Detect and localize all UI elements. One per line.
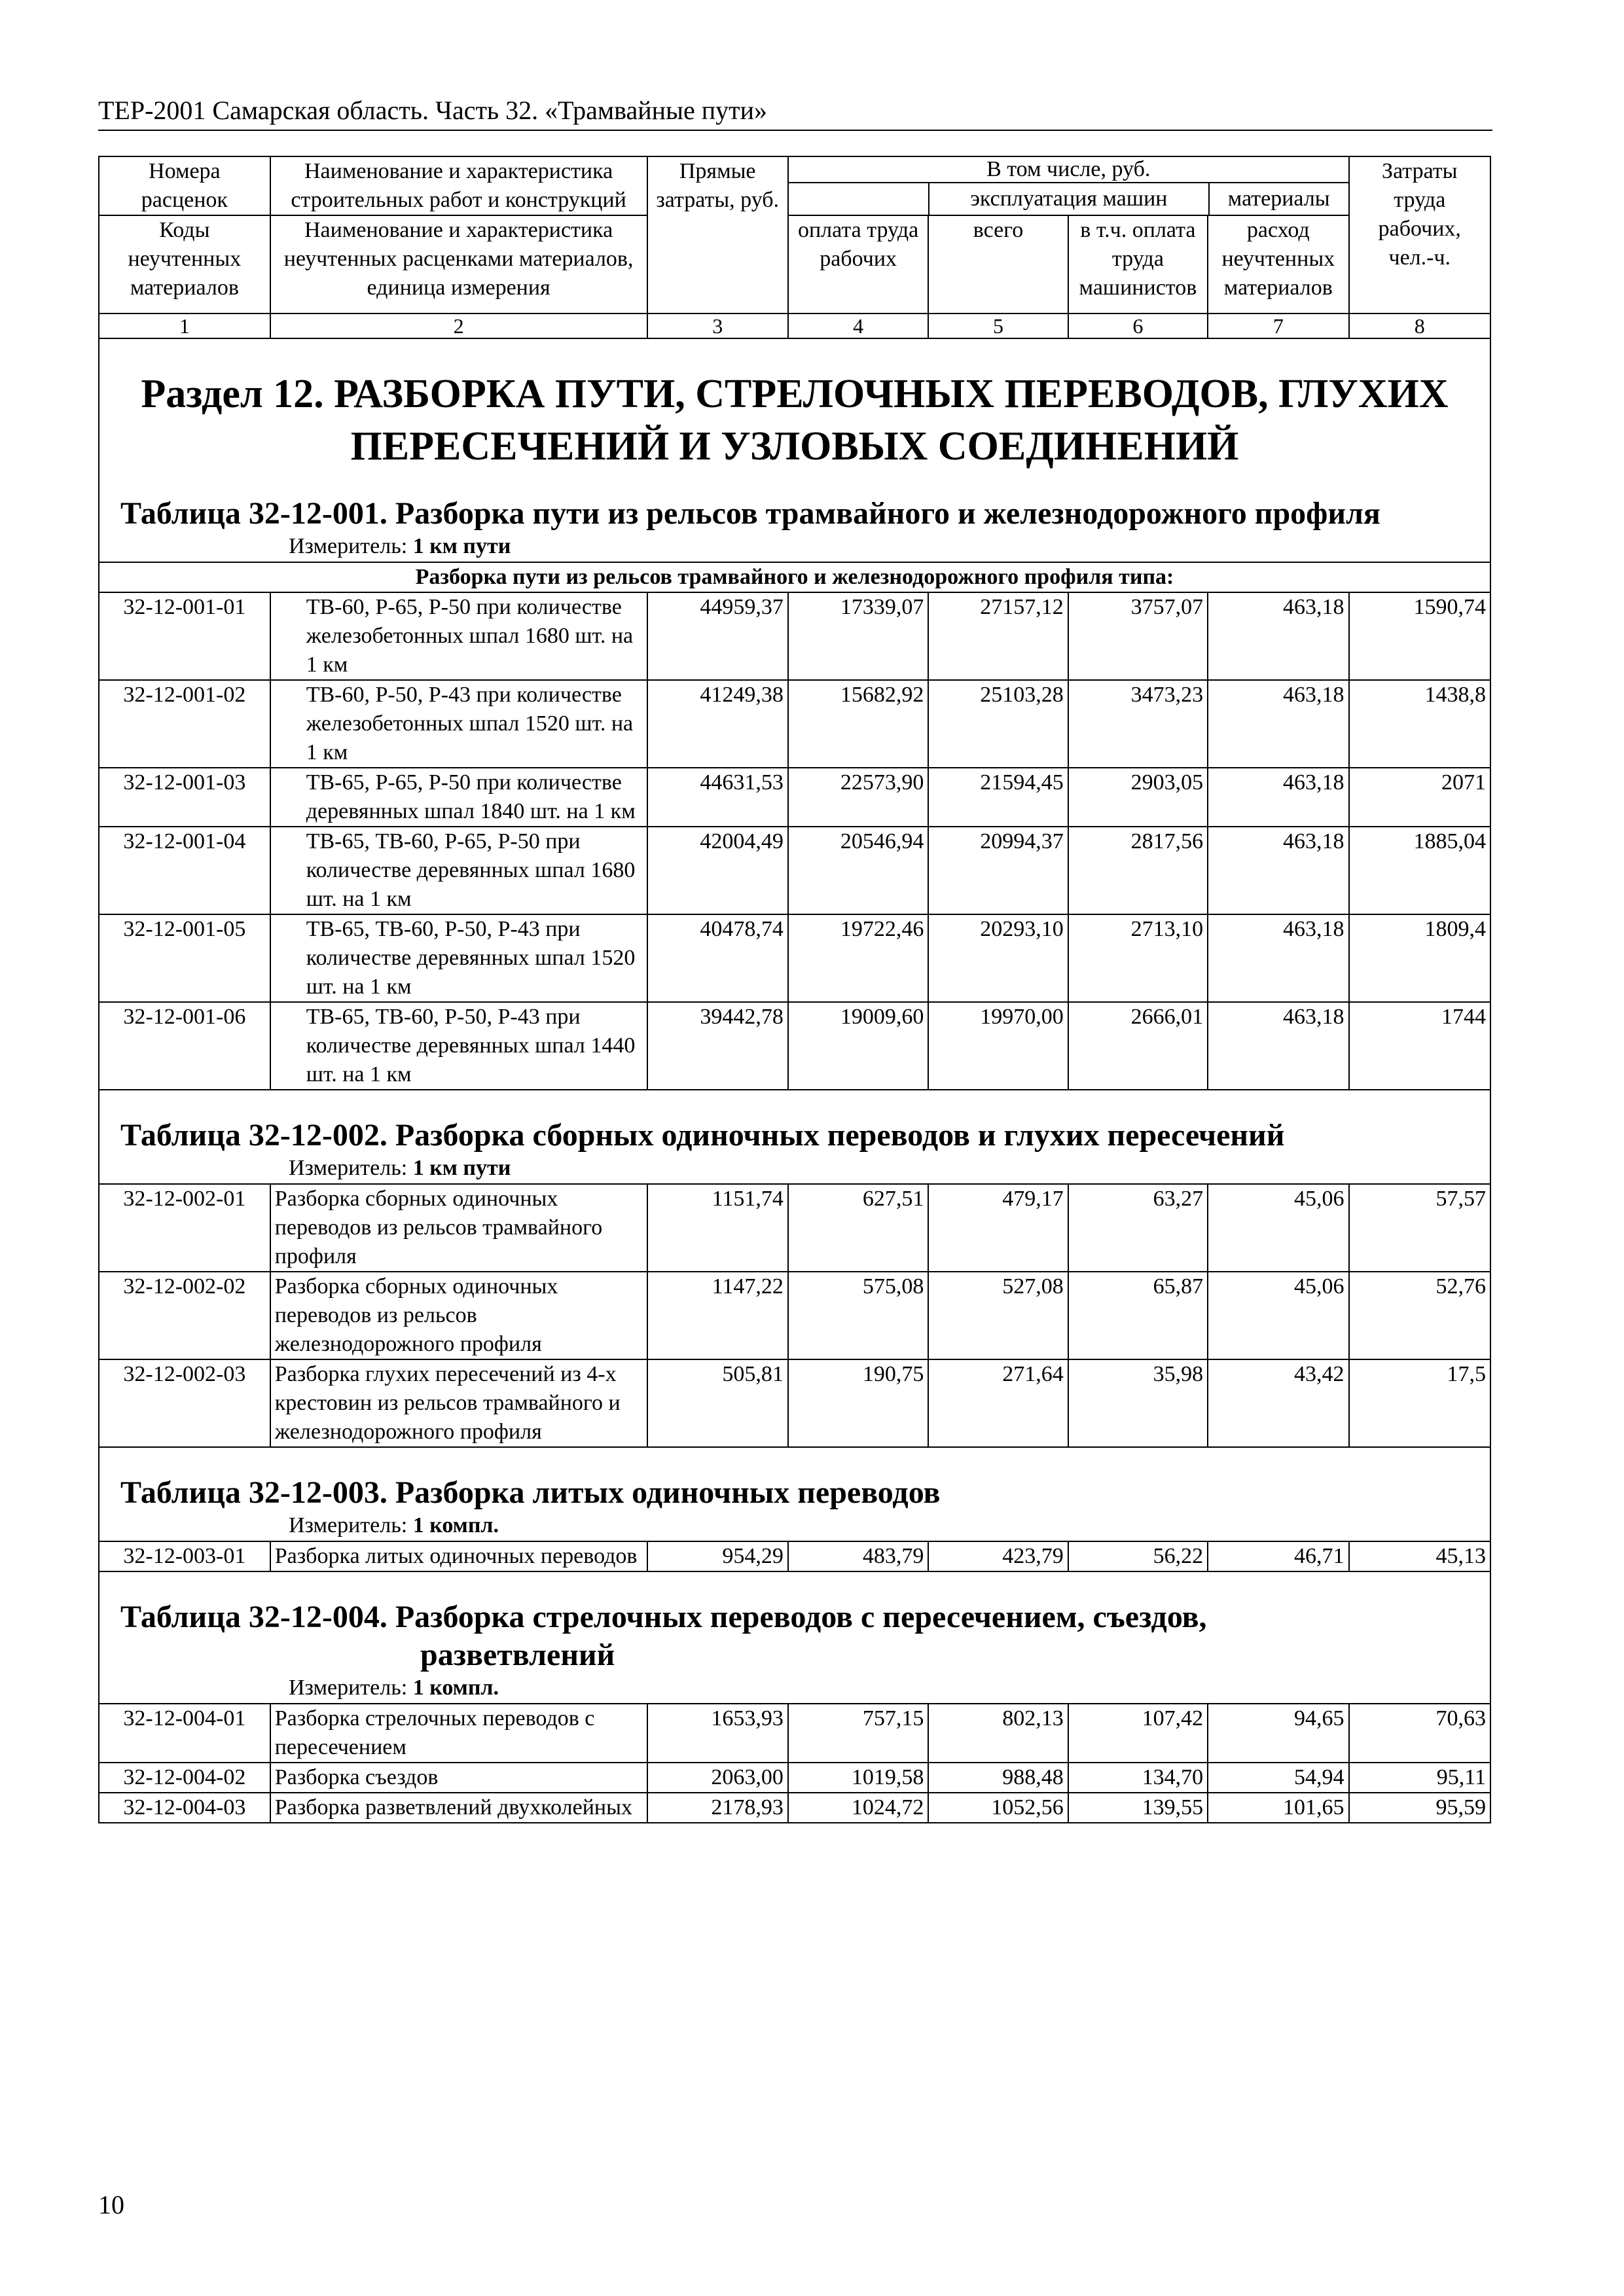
table-row: [99, 827, 1490, 914]
rate-name: ТВ-65, Р-65, Р-50 при количестве деревянных шпал 1840 шт. на 1 км: [270, 768, 647, 827]
materials: 45,06: [1208, 1184, 1348, 1272]
materials: 54,94: [1208, 1763, 1348, 1793]
meter: Измеритель: 1 компл.: [289, 1676, 499, 1700]
labor-pay: 190,75: [788, 1359, 928, 1447]
labor-pay: 1024,72: [788, 1793, 928, 1823]
col-number: 6: [1068, 314, 1208, 338]
labor-hours: 1744: [1349, 1002, 1490, 1090]
table-title: Таблица 32-12-002. Разборка сборных одиночных переводов и глухих пересечений: [120, 1118, 1285, 1153]
meter: Измеритель: 1 компл.: [289, 1513, 499, 1537]
labor-pay: 17339,07: [788, 592, 928, 680]
rate-code: 32-12-001-01: [99, 592, 270, 680]
page-number: 10: [98, 2190, 124, 2219]
table-row: [99, 1541, 1490, 1571]
machinist-pay: 107,42: [1068, 1704, 1208, 1763]
rate-code: 32-12-004-03: [99, 1793, 270, 1823]
table-row: [99, 1272, 1490, 1359]
labor-hours: 1885,04: [1349, 827, 1490, 914]
table-32-12-002: [99, 1090, 1490, 1447]
col5-header: всего: [928, 215, 1068, 314]
machines-total: 988,48: [928, 1763, 1068, 1793]
rate-name: Разборка глухих пересечений из 4-х крестовин из рельсов трамвайного и железнодорожного профиля: [270, 1359, 647, 1447]
materials: 463,18: [1208, 680, 1348, 768]
labor-hours: 1438,8: [1349, 680, 1490, 768]
table-row: [99, 1359, 1490, 1447]
labor-hours: 1590,74: [1349, 592, 1490, 680]
rate-name: ТВ-65, ТВ-60, Р-50, Р-43 при количестве деревянных шпал 1440 шт. на 1 км: [270, 1002, 647, 1090]
machinist-pay: 3473,23: [1068, 680, 1208, 768]
table-row: [99, 592, 1490, 680]
labor-hours: 45,13: [1349, 1541, 1490, 1571]
col1-top-header: Номера расценок: [99, 156, 270, 215]
labor-pay: 757,15: [788, 1704, 928, 1763]
header-rule: [98, 130, 1492, 131]
materials: 463,18: [1208, 592, 1348, 680]
machines-header: эксплуатация машин: [928, 183, 1208, 215]
machines-total: 271,64: [928, 1359, 1068, 1447]
rate-code: 32-12-004-02: [99, 1763, 270, 1793]
col2-top-header: Наименование и характеристика строительных работ и конструкций: [270, 156, 647, 215]
col-number: 1: [99, 314, 270, 338]
rate-name: Разборка сборных одиночных переводов из рельсов трамвайного профиля: [270, 1184, 647, 1272]
table-row: [99, 1793, 1490, 1823]
col3-header: Прямые затраты, руб.: [647, 156, 788, 314]
direct-costs: 1653,93: [647, 1704, 788, 1763]
labor-pay: 483,79: [788, 1541, 928, 1571]
machinist-pay: 56,22: [1068, 1541, 1208, 1571]
labor-hours: 95,59: [1349, 1793, 1490, 1823]
materials: 94,65: [1208, 1704, 1348, 1763]
machines-total: 1052,56: [928, 1793, 1068, 1823]
table-subheading: Разборка пути из рельсов трамвайного и железнодорожного профиля типа:: [99, 562, 1490, 592]
rate-code: 32-12-002-02: [99, 1272, 270, 1359]
col2-bottom-header: Наименование и характеристика неучтенных расценками материалов, единица измерения: [270, 215, 647, 314]
labor-hours: 2071: [1349, 768, 1490, 827]
direct-costs: 44631,53: [647, 768, 788, 827]
machines-total: 479,17: [928, 1184, 1068, 1272]
direct-costs: 39442,78: [647, 1002, 788, 1090]
direct-costs: 2178,93: [647, 1793, 788, 1823]
col8-header: Затраты труда рабочих, чел.-ч.: [1349, 156, 1490, 314]
direct-costs: 2063,00: [647, 1763, 788, 1793]
machines-total: 21594,45: [928, 768, 1068, 827]
machinist-pay: 3757,07: [1068, 592, 1208, 680]
col-number: 3: [647, 314, 788, 338]
rate-name: ТВ-65, ТВ-60, Р-50, Р-43 при количестве деревянных шпал 1520 шт. на 1 км: [270, 914, 647, 1002]
labor-pay: 20546,94: [788, 827, 928, 914]
section-title: Раздел 12. РАЗБОРКА ПУТИ, СТРЕЛОЧНЫХ ПЕРЕВОДОВ, ГЛУХИХ ПЕРЕСЕЧЕНИЙ И УЗЛОВЫХ СОЕДИНЕНИЙ: [141, 372, 1449, 469]
labor-pay: 575,08: [788, 1272, 928, 1359]
table-title: Таблица 32-12-003. Разборка литых одиночных переводов: [120, 1475, 941, 1510]
rate-name: ТВ-65, ТВ-60, Р-65, Р-50 при количестве деревянных шпал 1680 шт. на 1 км: [270, 827, 647, 914]
machinist-pay: 2713,10: [1068, 914, 1208, 1002]
meter: Измеритель: 1 км пути: [289, 534, 511, 558]
table-row: [99, 1704, 1490, 1763]
table-title: Таблица 32-12-001. Разборка пути из рельсов трамвайного и железнодорожного профиля: [120, 496, 1380, 531]
rate-code: 32-12-004-01: [99, 1704, 270, 1763]
machines-total: 20994,37: [928, 827, 1068, 914]
table-32-12-003: [99, 1447, 1490, 1571]
machines-total: 802,13: [928, 1704, 1068, 1763]
table-title: Таблица 32-12-004. Разборка стрелочных переводов с пересечением, съездов, разветвлений: [120, 1600, 1207, 1672]
materials: 463,18: [1208, 827, 1348, 914]
rate-code: 32-12-001-02: [99, 680, 270, 768]
table-row: [99, 680, 1490, 768]
rate-name: Разборка стрелочных переводов с пересечением: [270, 1704, 647, 1763]
machinist-pay: 65,87: [1068, 1272, 1208, 1359]
machinist-pay: 2817,56: [1068, 827, 1208, 914]
running-header: ТЕР-2001 Самарская область. Часть 32. «Трамвайные пути»: [98, 96, 767, 125]
rate-code: 32-12-001-04: [99, 827, 270, 914]
meter: Измеритель: 1 км пути: [289, 1156, 511, 1180]
col6-header: в т.ч. оплата труда машинистов: [1068, 215, 1208, 314]
col1-bottom-header: Коды неучтенных материалов: [99, 215, 270, 314]
col-number: 2: [270, 314, 647, 338]
rate-code: 32-12-001-05: [99, 914, 270, 1002]
rate-code: 32-12-002-01: [99, 1184, 270, 1272]
materials: 46,71: [1208, 1541, 1348, 1571]
rate-name: ТВ-60, Р-65, Р-50 при количестве железобетонных шпал 1680 шт. на 1 км: [270, 592, 647, 680]
labor-pay: 19722,46: [788, 914, 928, 1002]
materials: 463,18: [1208, 768, 1348, 827]
col-number: 5: [928, 314, 1068, 338]
machinist-pay: 134,70: [1068, 1763, 1208, 1793]
materials: 45,06: [1208, 1272, 1348, 1359]
rate-code: 32-12-001-03: [99, 768, 270, 827]
direct-costs: 1151,74: [647, 1184, 788, 1272]
table-header: [99, 156, 1490, 338]
table-row: [99, 1184, 1490, 1272]
labor-hours: 52,76: [1349, 1272, 1490, 1359]
rate-name: ТВ-60, Р-50, Р-43 при количестве железобетонных шпал 1520 шт. на 1 км: [270, 680, 647, 768]
materials: 101,65: [1208, 1793, 1348, 1823]
table-row: [99, 914, 1490, 1002]
machines-total: 19970,00: [928, 1002, 1068, 1090]
group-header: В том числе, руб. эксплуатация машин материалы: [788, 156, 1349, 215]
machinist-pay: 139,55: [1068, 1793, 1208, 1823]
labor-hours: 57,57: [1349, 1184, 1490, 1272]
rate-name: Разборка съездов: [270, 1763, 647, 1793]
direct-costs: 41249,38: [647, 680, 788, 768]
labor-pay: 22573,90: [788, 768, 928, 827]
labor-hours: 70,63: [1349, 1704, 1490, 1763]
machines-total: 25103,28: [928, 680, 1068, 768]
rate-name: Разборка литых одиночных переводов: [270, 1541, 647, 1571]
table-row: [99, 1763, 1490, 1793]
direct-costs: 42004,49: [647, 827, 788, 914]
machines-total: 27157,12: [928, 592, 1068, 680]
col7-header: расход неучтенных материалов: [1208, 215, 1348, 314]
direct-costs: 40478,74: [647, 914, 788, 1002]
rate-name: Разборка сборных одиночных переводов из рельсов железнодорожного профиля: [270, 1272, 647, 1359]
table-row: [99, 768, 1490, 827]
rate-code: 32-12-003-01: [99, 1541, 270, 1571]
column-numbers-row: [99, 314, 1490, 338]
rate-name: Разборка разветвлений двухколейных: [270, 1793, 647, 1823]
machines-total: 423,79: [928, 1541, 1068, 1571]
materials: 43,42: [1208, 1359, 1348, 1447]
direct-costs: 954,29: [647, 1541, 788, 1571]
materials: 463,18: [1208, 914, 1348, 1002]
direct-costs: 505,81: [647, 1359, 788, 1447]
machines-total: 527,08: [928, 1272, 1068, 1359]
labor-pay: 1019,58: [788, 1763, 928, 1793]
col-number: 8: [1349, 314, 1490, 338]
machinist-pay: 2903,05: [1068, 768, 1208, 827]
table-32-12-004: [99, 1571, 1490, 1823]
table-32-12-001: [99, 338, 1490, 1090]
machines-total: 20293,10: [928, 914, 1068, 1002]
rate-code: 32-12-001-06: [99, 1002, 270, 1090]
direct-costs: 1147,22: [647, 1272, 788, 1359]
rate-code: 32-12-002-03: [99, 1359, 270, 1447]
col4-header: оплата труда рабочих: [788, 215, 928, 314]
labor-hours: 1809,4: [1349, 914, 1490, 1002]
materials-header: материалы: [1208, 183, 1348, 215]
machinist-pay: 2666,01: [1068, 1002, 1208, 1090]
rates-table: [98, 156, 1491, 1823]
labor-pay: 19009,60: [788, 1002, 928, 1090]
labor-pay: 15682,92: [788, 680, 928, 768]
direct-costs: 44959,37: [647, 592, 788, 680]
labor-hours: 95,11: [1349, 1763, 1490, 1793]
machinist-pay: 63,27: [1068, 1184, 1208, 1272]
table-row: [99, 1002, 1490, 1090]
labor-pay: 627,51: [788, 1184, 928, 1272]
machinist-pay: 35,98: [1068, 1359, 1208, 1447]
col-number: 4: [788, 314, 928, 338]
materials: 463,18: [1208, 1002, 1348, 1090]
labor-hours: 17,5: [1349, 1359, 1490, 1447]
col-number: 7: [1208, 314, 1348, 338]
